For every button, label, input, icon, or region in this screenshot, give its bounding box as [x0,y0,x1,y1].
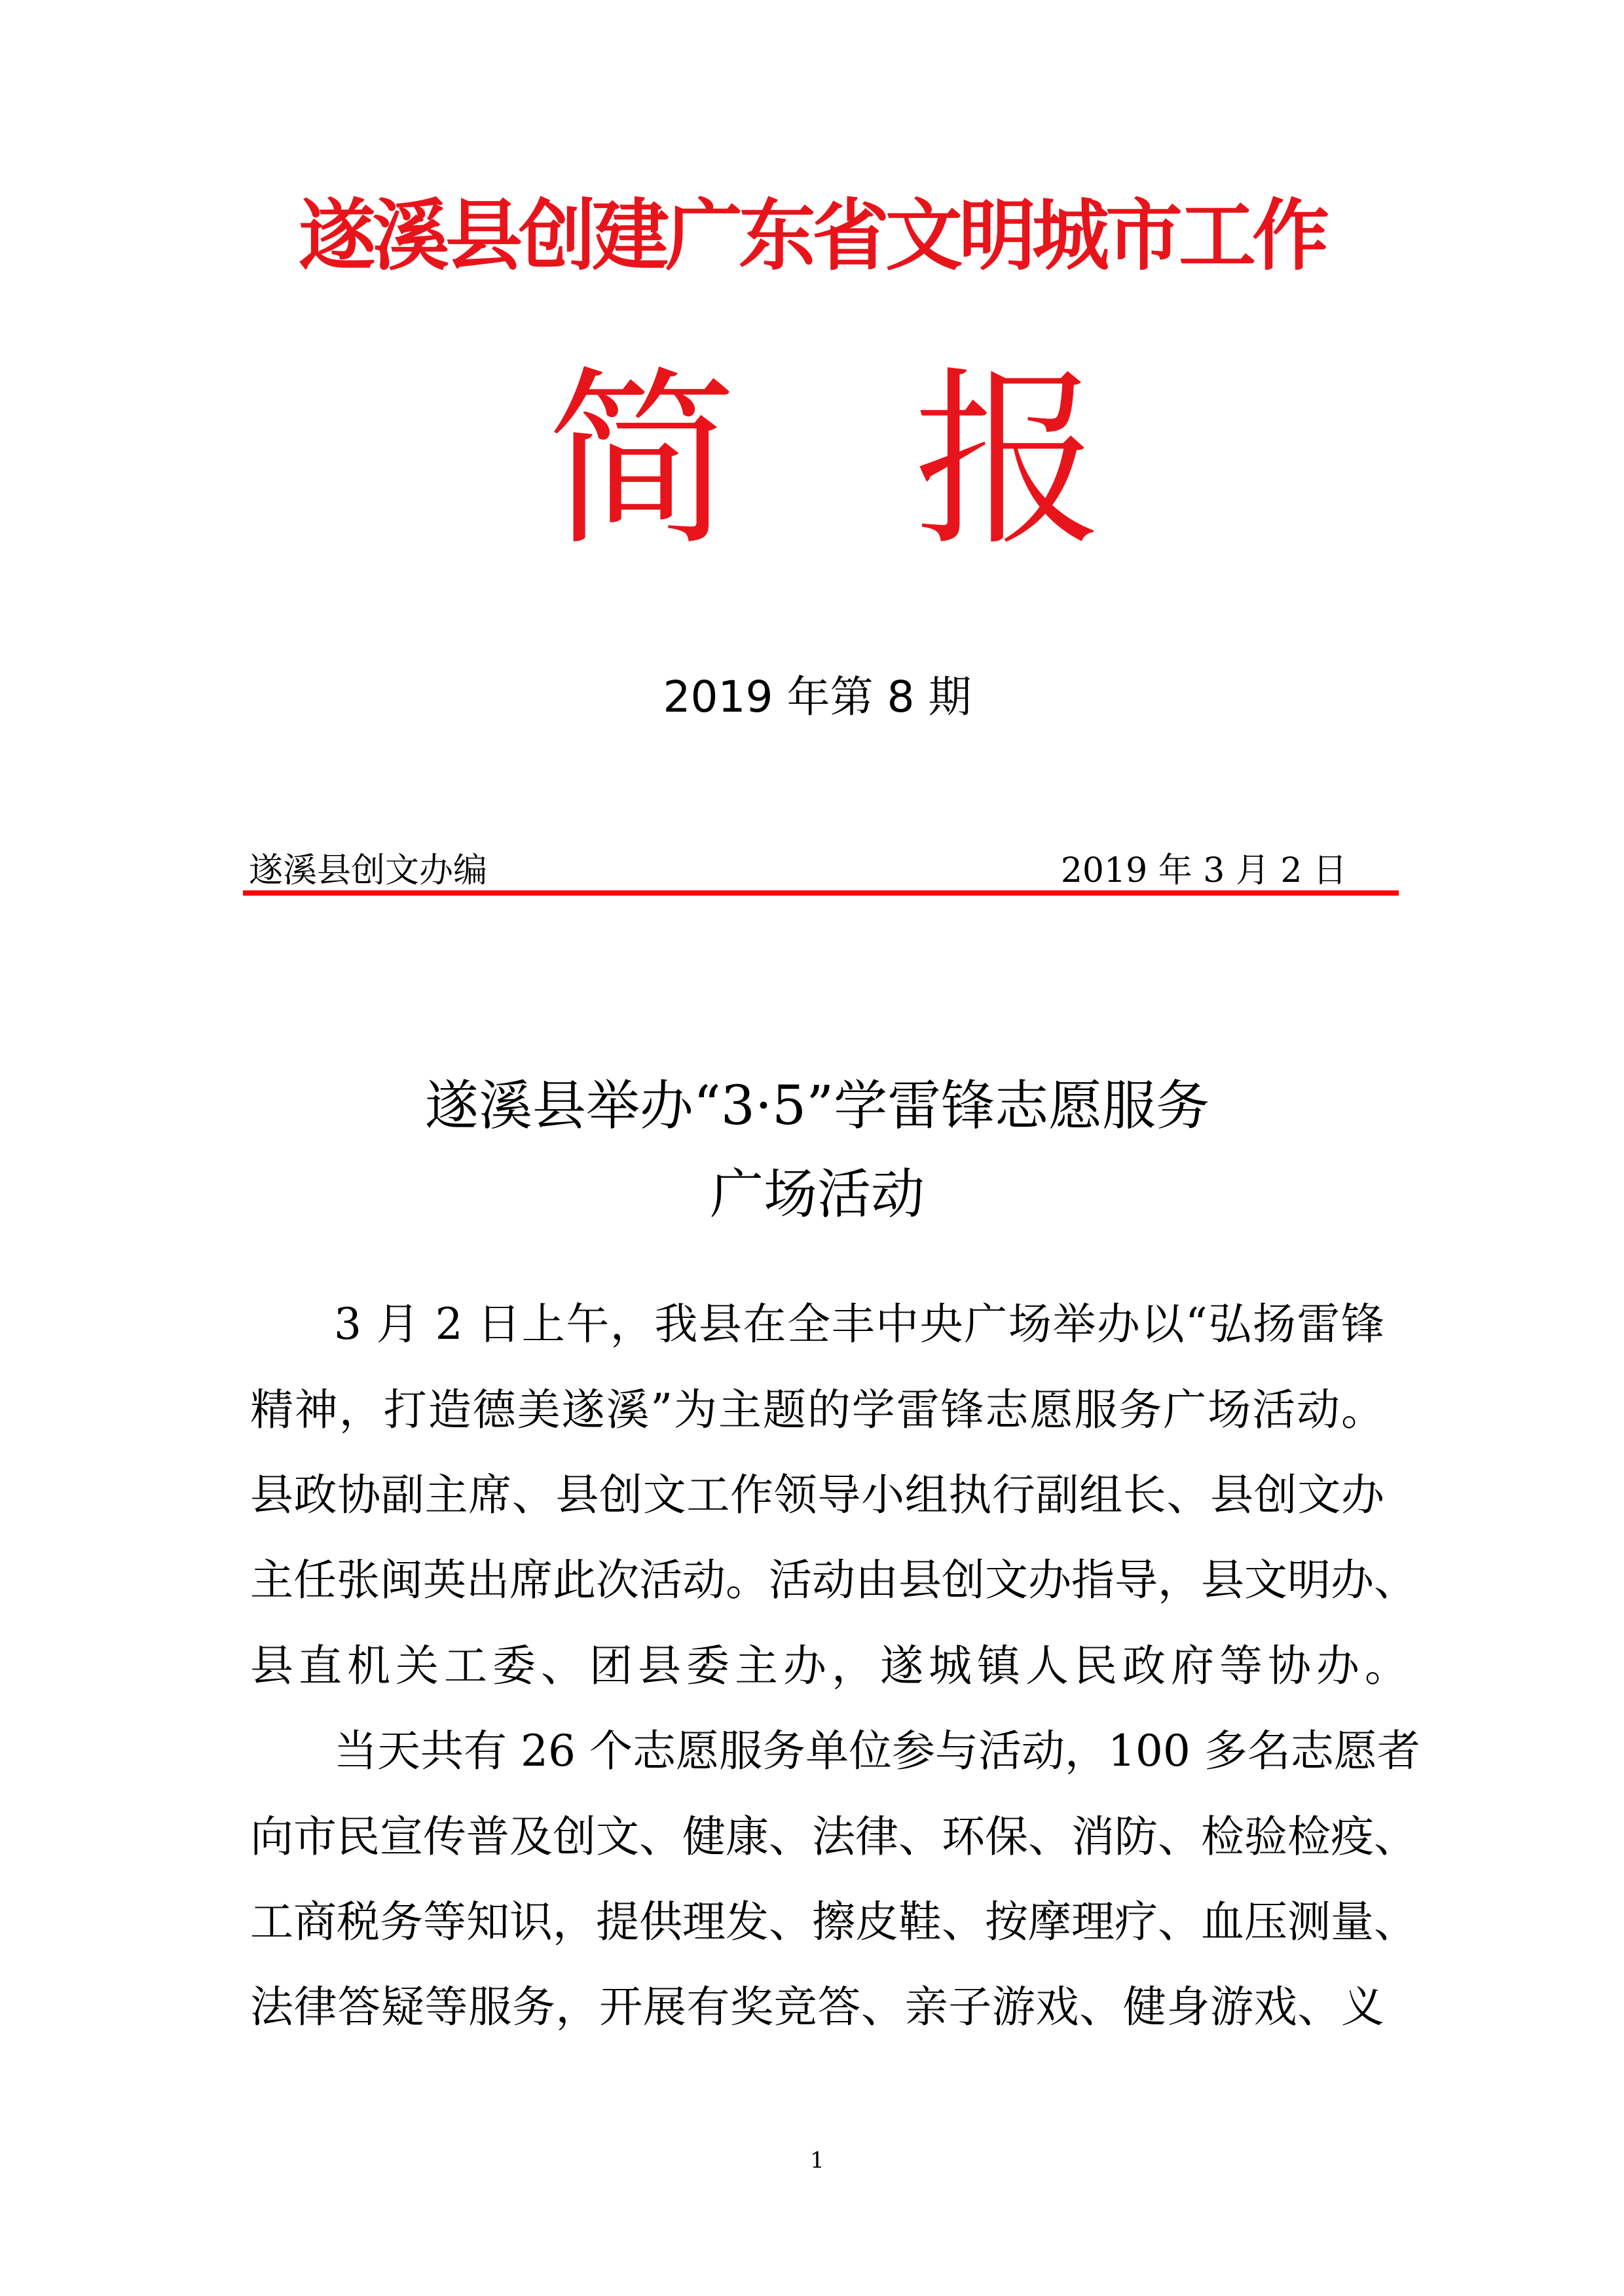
masthead-title: 遂溪县创建广东省文明城市工作 [298,191,1325,281]
header-divider [243,890,1399,896]
body-line: 3 月 2 日上午，我县在全丰中央广场举办以“弘扬雷锋 [334,1299,1384,1349]
body-line: 精神，打造德美遂溪”为主题的学雷锋志愿服务广场活动。 [250,1385,1384,1435]
body-line: 主任张闽英出席此次活动。活动由县创文办指导，县文明办、 [250,1555,1417,1605]
body-line: 法律答疑等服务，开展有奖竞答、亲子游戏、健身游戏、义 [250,1982,1384,2032]
article-title-line-1: 遂溪县举办“3·5”学雷锋志愿服务 [424,1075,1210,1137]
body-line: 向市民宣传普及创文、健康、法律、环保、消防、检验检疫、 [250,1812,1417,1862]
body-line: 县直机关工委、团县委主办，遂城镇人民政府等协办。 [250,1641,1413,1691]
issue-number: 2019 年第 8 期 [663,672,972,722]
publish-date: 2019 年 3 月 2 日 [1060,851,1347,890]
body-line: 工商税务等知识，提供理发、擦皮鞋、按摩理疗、血压测量、 [250,1897,1417,1947]
bulletin-title-char-1: 简 [547,351,737,572]
body-line: 当天共有 26 个志愿服务单位参与活动，100 多名志愿者 [334,1726,1420,1776]
article-title-line-2: 广场活动 [709,1163,925,1226]
body-line: 县政协副主席、县创文工作领导小组执行副组长、县创文办 [250,1470,1384,1520]
page-number: 1 [810,2147,824,2174]
editor-label: 遂溪县创文办编 [249,851,488,890]
bulletin-title-char-2: 报 [913,351,1103,572]
